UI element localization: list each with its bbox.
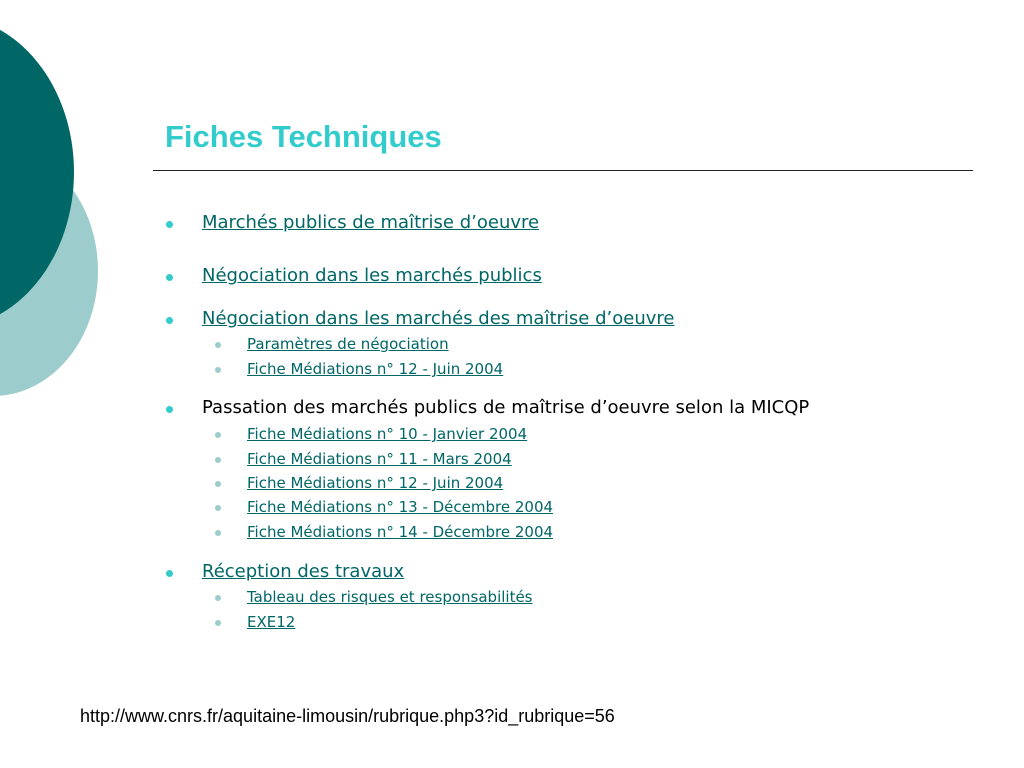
link-mediations-14[interactable]: Fiche Médiations n° 14 - Décembre 2004	[247, 523, 554, 541]
link-parametres-negociation[interactable]: Paramètres de négociation	[247, 335, 449, 353]
sub-item-tableau-risques[interactable]	[247, 587, 533, 607]
link-tableau-risques[interactable]: Tableau des risques et responsabilités	[247, 588, 533, 606]
title-divider	[153, 170, 973, 171]
list-item-marches-publics-moe[interactable]	[202, 211, 539, 235]
sub-item-exe12[interactable]	[247, 612, 295, 632]
sub-item-mediations-13[interactable]	[247, 497, 553, 517]
label-passation-micqp: Passation des marchés publics de maîtrise d’oeuvre selon la MICQP	[202, 397, 810, 418]
link-mediations-12-a[interactable]: Fiche Médiations n° 12 - Juin 2004	[247, 360, 504, 378]
link-reception-travaux[interactable]: Réception des travaux	[202, 561, 405, 582]
list-item-negociation-marches-publics[interactable]	[202, 264, 542, 288]
link-mediations-12-b[interactable]: Fiche Médiations n° 12 - Juin 2004	[247, 474, 504, 492]
link-exe12[interactable]: EXE12	[247, 613, 296, 631]
list-item-passation-micqp	[202, 396, 809, 420]
sub-item-mediations-10[interactable]	[247, 424, 527, 444]
link-negociation-marches-publics[interactable]: Négociation dans les marchés publics	[202, 265, 542, 286]
link-marches-publics-moe[interactable]: Marchés publics de maîtrise d’oeuvre	[202, 212, 540, 233]
list-item-reception-travaux[interactable]	[202, 560, 404, 584]
link-negociation-moe[interactable]: Négociation dans les marchés des maîtrise d’oeuvre	[202, 308, 675, 329]
link-mediations-13[interactable]: Fiche Médiations n° 13 - Décembre 2004	[247, 498, 554, 516]
list-item-negociation-moe[interactable]	[202, 307, 674, 331]
footer-url: http://www.cnrs.fr/aquitaine-limousin/rubrique.php3?id_rubrique=56	[80, 706, 615, 726]
sub-item-mediations-11[interactable]	[247, 449, 512, 469]
slide-title: Fiches Techniques	[165, 119, 442, 154]
sub-item-parametres-negociation[interactable]	[247, 334, 449, 354]
sub-item-mediations-12-b[interactable]	[247, 473, 503, 493]
link-mediations-10[interactable]: Fiche Médiations n° 10 - Janvier 2004	[247, 425, 528, 443]
sub-item-mediations-12-a[interactable]	[247, 359, 503, 379]
link-mediations-11[interactable]: Fiche Médiations n° 11 - Mars 2004	[247, 450, 512, 468]
sub-item-mediations-14[interactable]	[247, 522, 553, 542]
